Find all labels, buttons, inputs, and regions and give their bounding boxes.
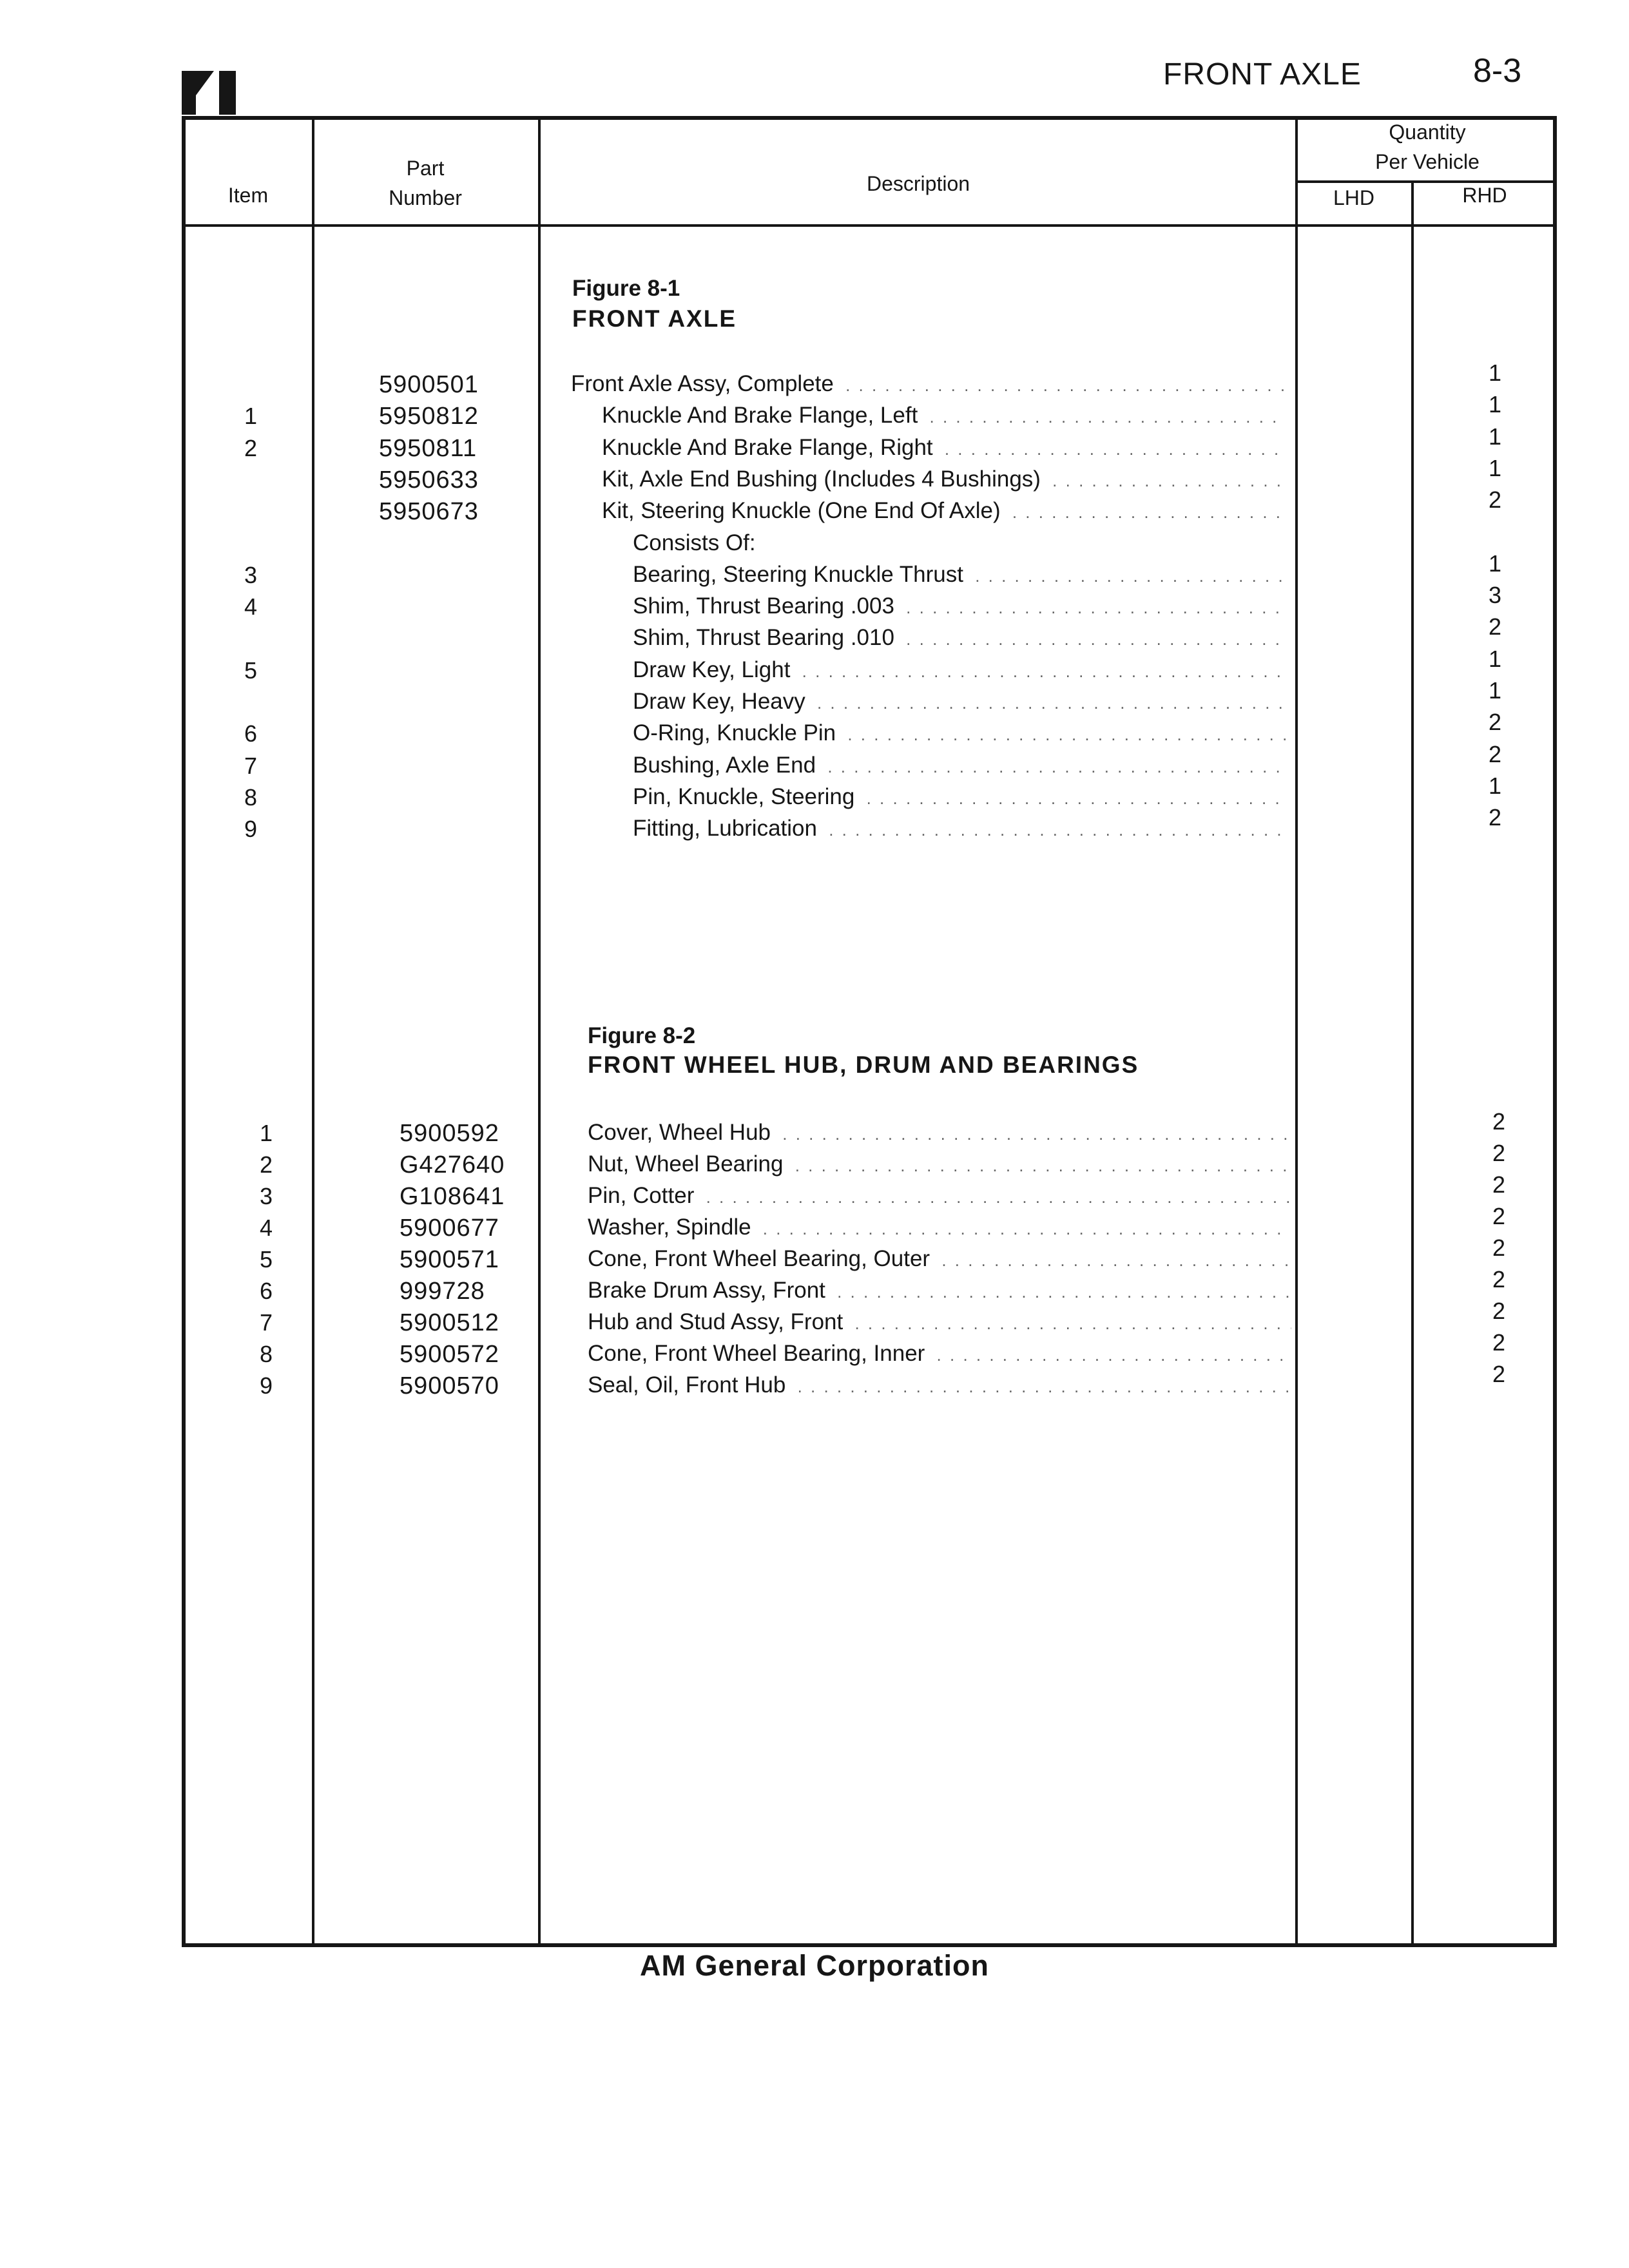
item-number: 7: [244, 753, 258, 779]
item-number: 1: [259, 1120, 273, 1146]
item-number: 6: [259, 1278, 273, 1304]
part-description: Washer, Spindle . . .: [588, 1215, 1291, 1240]
part-number: 5900570: [400, 1372, 499, 1399]
quantity-rhd: 2: [1488, 741, 1502, 767]
figure-label: Figure 8-1: [572, 276, 680, 301]
quantity-rhd: 2: [1492, 1266, 1506, 1293]
part-description: Kit, Steering Knuckle (One End Of Axle) . . .: [602, 498, 1286, 524]
item-number: 1: [244, 403, 258, 429]
part-description: Nut, Wheel Bearing . . .: [588, 1151, 1291, 1177]
item-number: 8: [244, 784, 258, 811]
item-number: 6: [244, 720, 258, 747]
part-description: Brake Drum Assy, Front . . .: [588, 1278, 1291, 1303]
part-description: O-Ring, Knuckle Pin . . .: [633, 720, 1286, 746]
part-number: G427640: [400, 1151, 505, 1178]
quantity-rhd: 2: [1492, 1203, 1506, 1229]
item-number: 8: [259, 1341, 273, 1367]
figure-title: FRONT WHEEL HUB, DRUM AND BEARINGS: [588, 1052, 1139, 1078]
column-header-description: Description: [866, 172, 970, 195]
column-header-rhd: RHD: [1462, 184, 1507, 207]
part-number: 5900592: [400, 1120, 499, 1147]
part-description: Bushing, Axle End . . .: [633, 753, 1286, 778]
column-header-item: Item: [227, 184, 269, 207]
part-description: Draw Key, Light . . .: [633, 657, 1286, 683]
am-general-logo-icon: [182, 71, 237, 115]
item-number: 2: [244, 435, 258, 461]
item-number: 3: [244, 562, 258, 588]
quantity-rhd: 2: [1488, 804, 1502, 831]
quantity-rhd: 2: [1492, 1329, 1506, 1356]
quantity-rhd: 1: [1488, 423, 1502, 450]
part-description: Consists Of:: [633, 530, 756, 555]
quantity-rhd: 2: [1492, 1298, 1506, 1324]
part-description: Pin, Cotter . . .: [588, 1183, 1291, 1209]
item-number: 3: [259, 1183, 273, 1209]
part-description: Cone, Front Wheel Bearing, Inner . . .: [588, 1341, 1291, 1367]
quantity-rhd: 1: [1488, 550, 1502, 577]
quantity-rhd: 2: [1488, 486, 1502, 513]
item-number: 5: [259, 1246, 273, 1273]
item-number: 7: [259, 1309, 273, 1336]
part-number: 5900571: [400, 1246, 499, 1273]
item-number: 2: [259, 1151, 273, 1178]
column-header-part-number: Part Number: [389, 157, 462, 209]
part-number: 5900572: [400, 1341, 499, 1368]
figure-title: FRONT AXLE: [572, 305, 737, 332]
item-number: 5: [244, 657, 258, 684]
part-number: 5950673: [379, 498, 479, 525]
part-number: 5950633: [379, 466, 479, 494]
part-description: Fitting, Lubrication . . .: [633, 816, 1286, 841]
quantity-rhd: 2: [1488, 613, 1502, 640]
publisher-footer: AM General Corporation: [639, 1949, 990, 1982]
quantity-rhd: 2: [1492, 1108, 1506, 1135]
part-number: 999728: [400, 1278, 485, 1305]
part-number: 5900512: [400, 1309, 499, 1336]
figure-label: Figure 8-2: [588, 1023, 696, 1048]
part-description: Cone, Front Wheel Bearing, Outer . . .: [588, 1246, 1291, 1272]
quantity-rhd: 2: [1488, 709, 1502, 735]
part-description: Bearing, Steering Knuckle Thrust . . .: [633, 562, 1286, 588]
column-divider-lhd: [1411, 182, 1414, 1947]
column-divider-item: [312, 116, 314, 1947]
quantity-rhd: 1: [1488, 391, 1502, 418]
part-number: G108641: [400, 1183, 505, 1210]
part-description: Knuckle And Brake Flange, Left . . .: [602, 403, 1286, 428]
part-number: 5950811: [379, 435, 477, 462]
item-number: 9: [259, 1372, 273, 1399]
quantity-rhd: 2: [1492, 1235, 1506, 1261]
part-description: Front Axle Assy, Complete . . .: [571, 371, 1286, 397]
header-divider: [182, 224, 1557, 227]
page-number: 8-3: [1473, 52, 1522, 90]
quantity-rhd: 2: [1492, 1140, 1506, 1166]
part-description: Cover, Wheel Hub . . .: [588, 1120, 1291, 1146]
quantity-rhd: 2: [1492, 1171, 1506, 1198]
column-header-quantity: Quantity Per Vehicle: [1375, 120, 1480, 173]
item-number: 4: [259, 1215, 273, 1241]
part-description: Knuckle And Brake Flange, Right . . .: [602, 435, 1286, 461]
part-number: 5900501: [379, 371, 479, 398]
quantity-rhd: 1: [1488, 360, 1502, 386]
quantity-rhd: 1: [1488, 646, 1502, 672]
part-number: 5900677: [400, 1215, 499, 1242]
part-description: Pin, Knuckle, Steering . . .: [633, 784, 1286, 810]
item-number: 9: [244, 816, 258, 842]
section-title: FRONT AXLE: [1163, 57, 1362, 91]
quantity-rhd: 1: [1488, 455, 1502, 481]
quantity-rhd: 2: [1492, 1361, 1506, 1387]
item-number: 4: [244, 593, 258, 620]
part-description: Shim, Thrust Bearing .003 . . .: [633, 593, 1286, 619]
part-number: 5950812: [379, 403, 479, 430]
quantity-rhd: 1: [1488, 773, 1502, 799]
quantity-rhd: 1: [1488, 677, 1502, 704]
part-description: Seal, Oil, Front Hub . . .: [588, 1372, 1291, 1398]
part-description: Draw Key, Heavy . . .: [633, 689, 1286, 715]
part-description: Shim, Thrust Bearing .010 . . .: [633, 625, 1286, 651]
column-divider-description: [1295, 116, 1298, 1947]
part-description: Hub and Stud Assy, Front . . .: [588, 1309, 1291, 1335]
column-header-lhd: LHD: [1333, 186, 1374, 209]
quantity-rhd: 3: [1488, 582, 1502, 608]
part-description: Kit, Axle End Bushing (Includes 4 Bushings) . . .: [602, 466, 1286, 492]
